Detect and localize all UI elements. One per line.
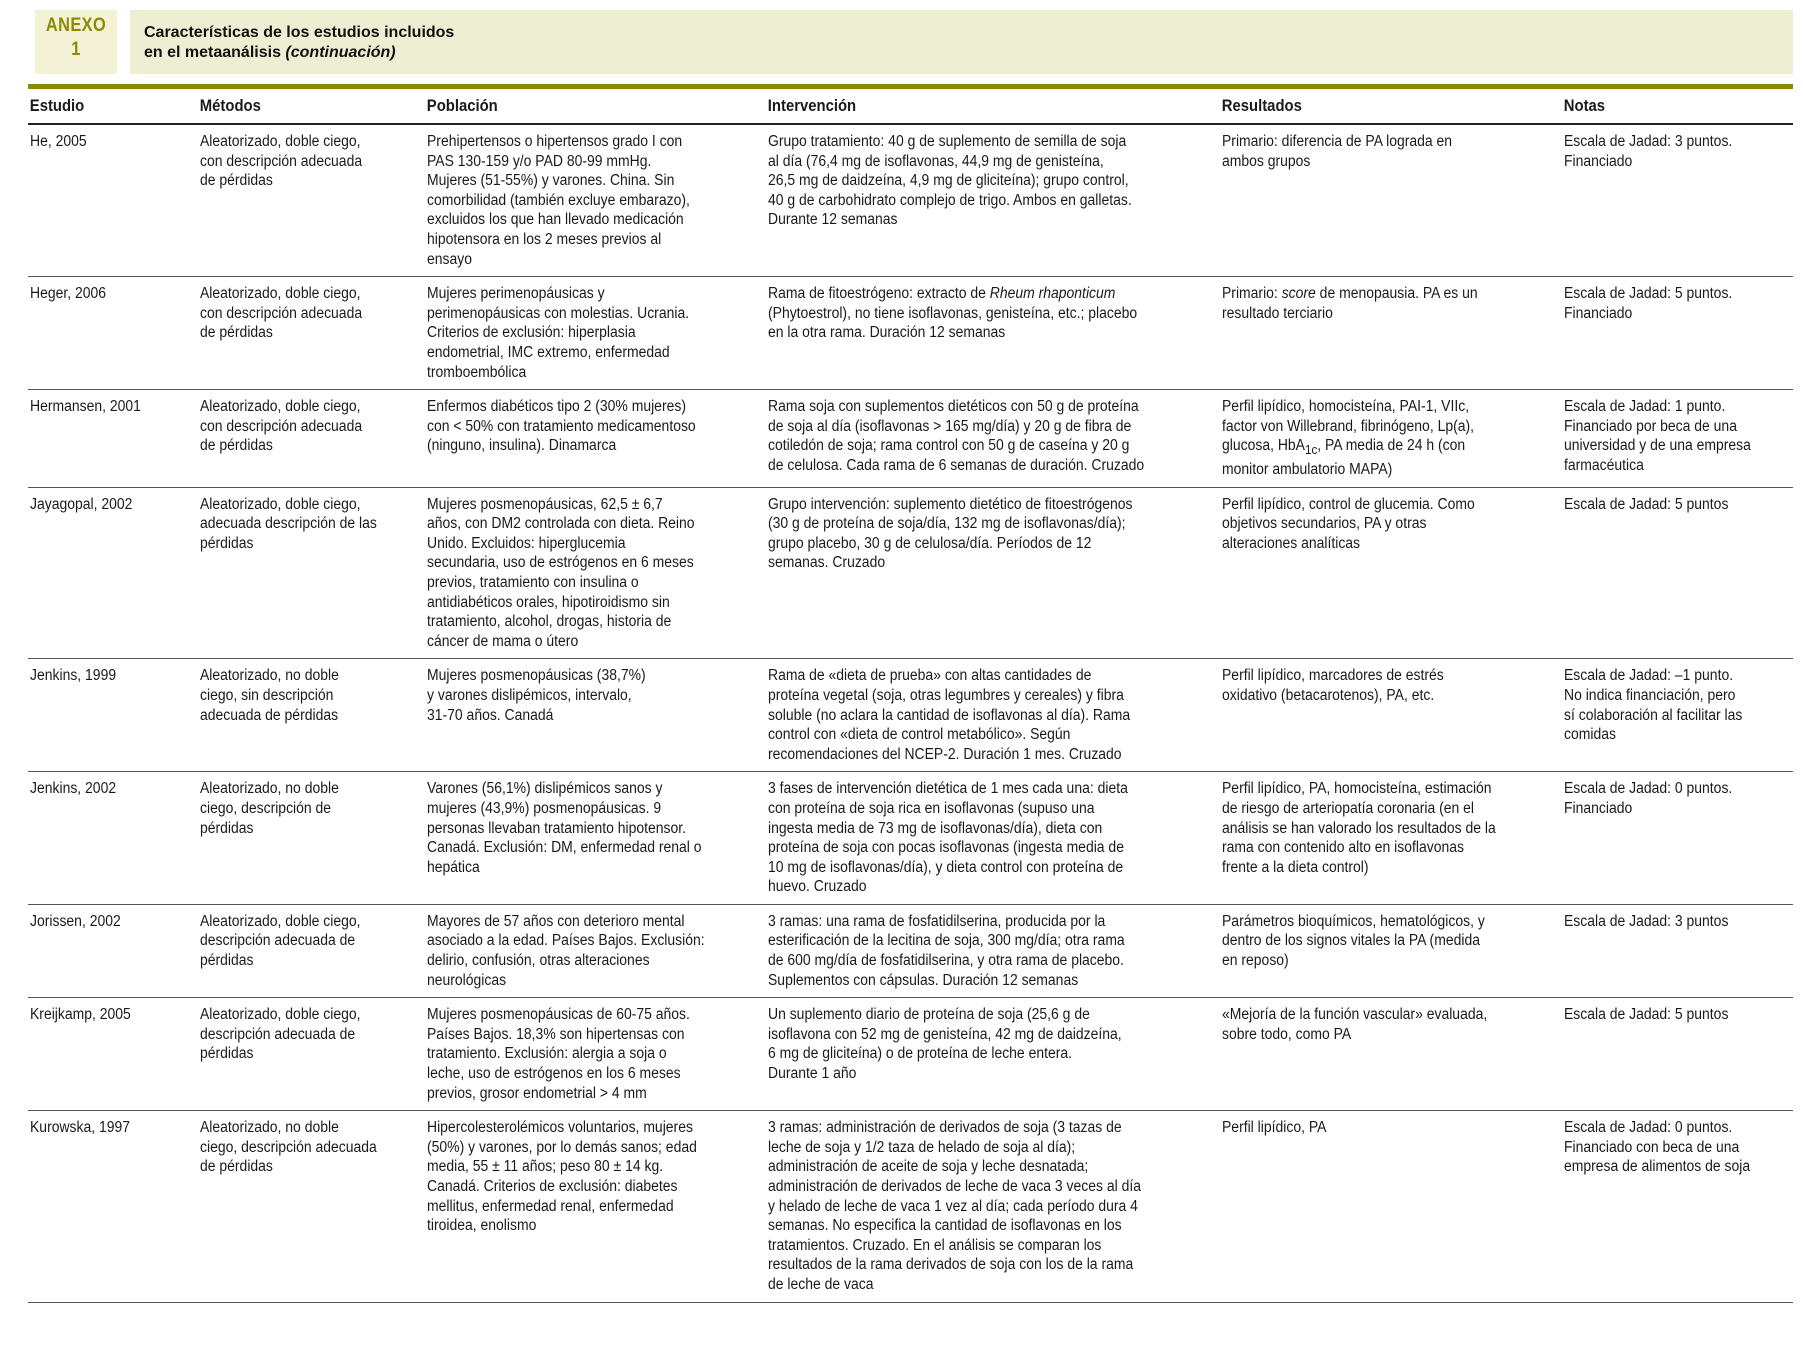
cell-intervencion: Rama soja con suplementos dietéticos con 50 g de proteína de soja al día (isoflavonas > 165 mg/día) y 20 g de fibra de cotiledón de soja; rama control con 50 g de caseína y 20 g de celulosa. Cada rama de 6 semanas de duración. Cruzado xyxy=(768,398,1145,474)
cell-poblacion: Prehipertensos o hipertensos grado I con PAS 130-159 y/o PAD 80-99 mmHg. Mujeres (51-55%) y varones. China. Sin comorbilidad (también excluye embarazo), excluidos los que han llevado medicación hipotensora en los 2 meses previos al ensayo xyxy=(427,133,690,268)
column-header-intervencion: Intervención xyxy=(767,96,857,115)
cell-intervencion: Grupo intervención: suplemento dietético de fitoestrógenos (30 g de proteína de soja/día, 132 mg de isoflavonas/día); grupo placebo, 30 g de celulosa/día. Períodos de 12 semanas. Cruzado xyxy=(768,495,1133,572)
table-row xyxy=(28,125,1793,277)
table-row xyxy=(28,277,1793,390)
cell-estudio: Jenkins, 2002 xyxy=(30,780,117,798)
cell-resultados: «Mejoría de la función vascular» evaluada, sobre todo, como PA xyxy=(1222,1006,1488,1043)
annex-header xyxy=(28,10,1793,74)
table-row xyxy=(28,488,1793,660)
title-line-1: Características de los estudios incluidos xyxy=(144,24,455,41)
cell-resultados: Primario: score de menopausia. PA es un resultado terciario xyxy=(1222,285,1478,322)
table-header xyxy=(28,89,1793,125)
cell-poblacion: Mujeres posmenopáusicas (38,7%) y varones dislipémicos, intervalo, 31-70 años. Canadá xyxy=(427,667,646,724)
column-header-notas: Notas xyxy=(1563,96,1606,115)
annex-badge xyxy=(35,10,118,74)
table-row xyxy=(28,659,1793,772)
column-header-poblacion: Población xyxy=(426,96,498,115)
cell-notas: Escala de Jadad: 1 punto. Financiado por beca de una universidad y de una empresa farmacéutica xyxy=(1564,398,1751,474)
cell-resultados: Perfil lipídico, control de glucemia. Como objetivos secundarios, PA y otras alteraciones analíticas xyxy=(1222,495,1475,552)
annex-label: ANEXO xyxy=(45,15,107,36)
table-row xyxy=(28,772,1793,905)
table-row xyxy=(28,998,1793,1111)
cell-notas: Escala de Jadad: 5 puntos xyxy=(1564,1006,1729,1024)
cell-poblacion: Mayores de 57 años con deterioro mental asociado a la edad. Países Bajos. Exclusión: delirio, confusión, otras alteraciones neurológicas xyxy=(427,912,705,989)
table-title xyxy=(130,10,1793,74)
cell-estudio: Jayagopal, 2002 xyxy=(30,495,133,513)
annex-number: 1 xyxy=(71,39,81,60)
column-header-metodos: Métodos xyxy=(199,96,261,115)
cell-poblacion: Enfermos diabéticos tipo 2 (30% mujeres) con < 50% con tratamiento medicamentoso (ninguno, insulina). Dinamarca xyxy=(427,398,696,455)
cell-intervencion: Rama de fitoestrógeno: extracto de Rheum rhaponticum (Phytoestrol), no tiene isoflavonas, genisteína, etc.; placebo en la otra rama. Duración 12 semanas xyxy=(768,285,1138,342)
cell-poblacion: Mujeres perimenopáusicas y perimenopáusicas con molestias. Ucrania. Criterios de exclusión: hiperplasia endometrial, IMC extremo, enfermedad tromboembólica xyxy=(427,285,690,381)
cell-notas: Escala de Jadad: 5 puntos xyxy=(1564,495,1729,513)
cell-intervencion: Grupo tratamiento: 40 g de suplemento de semilla de soja al día (76,4 mg de isoflavonas, 44,9 mg de genisteína, 26,5 mg de daidzeína, 4,9 mg de gliciteína); grupo control, 40 g de carbohidrato complejo de trigo. Ambos en galletas. Durante 12 semanas xyxy=(768,133,1132,229)
cell-metodos: Aleatorizado, doble ciego, descripción adecuada de pérdidas xyxy=(200,1006,361,1063)
cell-poblacion: Varones (56,1%) dislipémicos sanos y mujeres (43,9%) posmenopáusicas. 9 personas llevaban tratamiento hipotensor. Canadá. Exclusión: DM, enfermedad renal o hepática xyxy=(427,780,702,876)
cell-intervencion: 3 fases de intervención dietética de 1 mes cada una: dieta con proteína de soja rica en isoflavonas (supuso una ingesta media de 73 mg de isoflavonas/día), dieta con proteína de soja con pocas isoflavonas (ingesta media de 10 mg de isoflavonas/día), y dieta control con proteína de huevo. Cruzado xyxy=(768,780,1128,896)
cell-estudio: Hermansen, 2001 xyxy=(30,398,141,416)
cell-metodos: Aleatorizado, no doble ciego, descripción de pérdidas xyxy=(200,780,339,837)
cell-metodos: Aleatorizado, doble ciego, adecuada descripción de las pérdidas xyxy=(200,495,377,552)
cell-metodos: Aleatorizado, doble ciego, descripción adecuada de pérdidas xyxy=(200,912,361,970)
cell-poblacion: Mujeres posmenopáusicas de 60-75 años. Países Bajos. 18,3% son hipertensas con tratamiento. Exclusión: alergia a soja o leche, uso de estrógenos en los 6 meses previos, grosor endometrial > 4 mm xyxy=(427,1006,690,1102)
cell-intervencion: Rama de «dieta de prueba» con altas cantidades de proteína vegetal (soja, otras legumbres y cereales) y fibra soluble (no aclara la cantidad de isoflavonas al día). Rama control con «dieta de control metabólico». Según recomendaciones del NCEP-2. Duración 1 mes. Cruzado xyxy=(768,667,1131,763)
cell-estudio: Jorissen, 2002 xyxy=(30,912,121,930)
cell-resultados: Perfil lipídico, homocisteína, PAI-1, VIIc, factor von Willebrand, fibrinógeno, Lp(a), glucosa, HbA$_{1c}$, PA media de 24 h (con monitor ambulatorio MAPA) xyxy=(1222,398,1475,478)
cell-resultados: Perfil lipídico, PA, homocisteína, estimación de riesgo de arteriopatía coronaria (en el análisis se han valorado los resultados de la rama con contenido alto en isoflavonas frente a la dieta control) xyxy=(1222,780,1496,876)
cell-notas: Escala de Jadad: 0 puntos. Financiado xyxy=(1564,780,1733,817)
cell-notas: Escala de Jadad: –1 punto. No indica financiación, pero sí colaboración al facilitar las comidas xyxy=(1564,667,1743,744)
table-row xyxy=(28,905,1793,998)
column-header-resultados: Resultados xyxy=(1221,96,1302,115)
cell-estudio: Jenkins, 1999 xyxy=(30,667,117,685)
page xyxy=(28,10,1793,1303)
cell-resultados: Perfil lipídico, marcadores de estrés oxidativo (betacarotenos), PA, etc. xyxy=(1222,667,1444,704)
cell-notas: Escala de Jadad: 3 puntos. Financiado xyxy=(1564,133,1733,170)
cell-metodos: Aleatorizado, no doble ciego, descripción adecuada de pérdidas xyxy=(200,1119,377,1176)
cell-estudio: Kreijkamp, 2005 xyxy=(30,1006,131,1024)
title-line-2: en el metaanálisis (continuación) xyxy=(144,44,396,61)
cell-metodos: Aleatorizado, no doble ciego, sin descripción adecuada de pérdidas xyxy=(200,667,339,724)
cell-estudio: Kurowska, 1997 xyxy=(30,1119,131,1137)
cell-resultados: Primario: diferencia de PA lograda en ambos grupos xyxy=(1222,133,1453,170)
cell-metodos: Aleatorizado, doble ciego, con descripción adecuada de pérdidas xyxy=(200,133,363,190)
cell-resultados: Parámetros bioquímicos, hematológicos, y dentro de los signos vitales la PA (medida en reposo) xyxy=(1222,912,1485,970)
table-row xyxy=(28,1111,1793,1302)
cell-metodos: Aleatorizado, doble ciego, con descripción adecuada de pérdidas xyxy=(200,398,363,455)
cell-notas: Escala de Jadad: 5 puntos. Financiado xyxy=(1564,285,1733,322)
table-row xyxy=(28,390,1793,487)
cell-poblacion: Mujeres posmenopáusicas, 62,5 ± 6,7 años, con DM2 controlada con dieta. Reino Unido. Excluidos: hiperglucemia secundaria, uso de estrógenos en 6 meses previos, tratamiento con insulina o antidiabéticos orales, hipotiroidismo sin tratamiento, alcohol, drogas, historia de cáncer de mama o útero xyxy=(427,495,695,650)
cell-poblacion: Hipercolesterolémicos voluntarios, mujeres (50%) y varones, por lo demás sanos; edad media, 55 ± 11 años; peso 80 ± 14 kg. Canadá. Criterios de exclusión: diabetes mellitus, enfermedad renal, enfermedad tiroidea, enolismo xyxy=(427,1119,697,1235)
cell-resultados: Perfil lipídico, PA xyxy=(1222,1119,1327,1137)
cell-notas: Escala de Jadad: 3 puntos xyxy=(1564,912,1729,930)
title-suffix: (continuación) xyxy=(285,44,396,61)
cell-estudio: He, 2005 xyxy=(30,133,87,150)
cell-metodos: Aleatorizado, doble ciego, con descripción adecuada de pérdidas xyxy=(200,285,363,342)
cell-intervencion: 3 ramas: una rama de fosfatidilserina, producida por la esterificación de la lecitina de soja, 300 mg/día; otra rama de 600 mg/día de fosfatidilserina, y otra rama de placebo. Suplementos con cápsulas. Duración 12 semanas xyxy=(768,912,1125,989)
column-header-estudio: Estudio xyxy=(29,96,85,115)
cell-notas: Escala de Jadad: 0 puntos. Financiado con beca de una empresa de alimentos de soja xyxy=(1564,1119,1751,1176)
cell-estudio: Heger, 2006 xyxy=(30,285,107,303)
cell-intervencion: Un suplemento diario de proteína de soja (25,6 g de isoflavona con 52 mg de genisteína, 42 mg de daidzeína, 6 mg de gliciteína) o de proteína de leche entera. Durante 1 año xyxy=(768,1006,1122,1083)
cell-intervencion: 3 ramas: administración de derivados de soja (3 tazas de leche de soja y 1/2 taza de helado de soja al día); administración de aceite de soja y leche desnatada; administración de derivados de leche de vaca 3 veces al día y helado de leche de vaca 1 vez al día; cada período dura 4 semanas. No especifica la cantidad de isoflavonas en los tratamientos. Cruzado. En el análisis se comparan los resultados de la rama derivados de soja con los de la rama de leche de vaca xyxy=(768,1119,1142,1293)
